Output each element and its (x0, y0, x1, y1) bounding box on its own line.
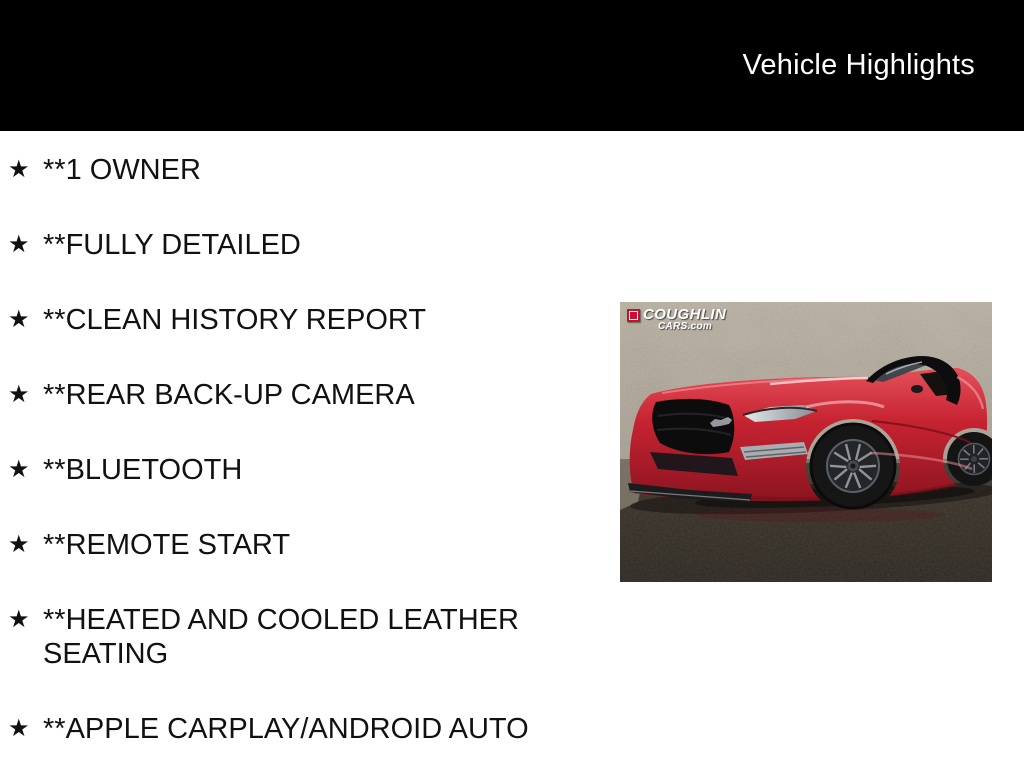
highlight-label: **CLEAN HISTORY REPORT (43, 304, 427, 336)
vehicle-photo (620, 302, 992, 582)
highlight-item (8, 712, 603, 746)
star-bullet-icon: ★ (8, 381, 30, 408)
highlight-item (8, 528, 603, 562)
star-bullet-icon: ★ (8, 715, 30, 742)
highlight-label: **BLUETOOTH (43, 454, 243, 486)
highlight-item (8, 153, 603, 187)
star-bullet-icon: ★ (8, 306, 30, 333)
star-bullet-icon: ★ (8, 231, 30, 258)
highlight-label: **APPLE CARPLAY/ANDROID AUTO (43, 713, 529, 745)
star-bullet-icon: ★ (8, 156, 30, 183)
dealer-logo-name: COUGHLIN (643, 306, 727, 323)
highlight-label: **HEATED AND COOLED LEATHER SEATING (43, 604, 519, 670)
star-bullet-icon: ★ (8, 456, 30, 483)
page-title: Vehicle Highlights (742, 49, 975, 81)
highlight-label: **FULLY DETAILED (43, 229, 301, 261)
star-bullet-icon: ★ (8, 606, 30, 633)
mustang-illustration (620, 302, 992, 582)
header-bar (0, 0, 1024, 131)
highlight-label: **1 OWNER (43, 154, 201, 186)
highlight-label: **REAR BACK-UP CAMERA (43, 379, 415, 411)
highlight-item (8, 603, 603, 671)
coughlin-badge-icon (627, 309, 640, 322)
highlights-list (0, 153, 603, 768)
star-bullet-icon: ★ (8, 531, 30, 558)
highlight-item (8, 303, 603, 337)
highlight-item (8, 453, 603, 487)
highlight-label: **REMOTE START (43, 529, 291, 561)
highlight-item (8, 378, 603, 412)
dealer-logo (627, 307, 726, 332)
highlight-item (8, 228, 603, 262)
dealer-logo-domain: CARS.com (658, 321, 713, 332)
